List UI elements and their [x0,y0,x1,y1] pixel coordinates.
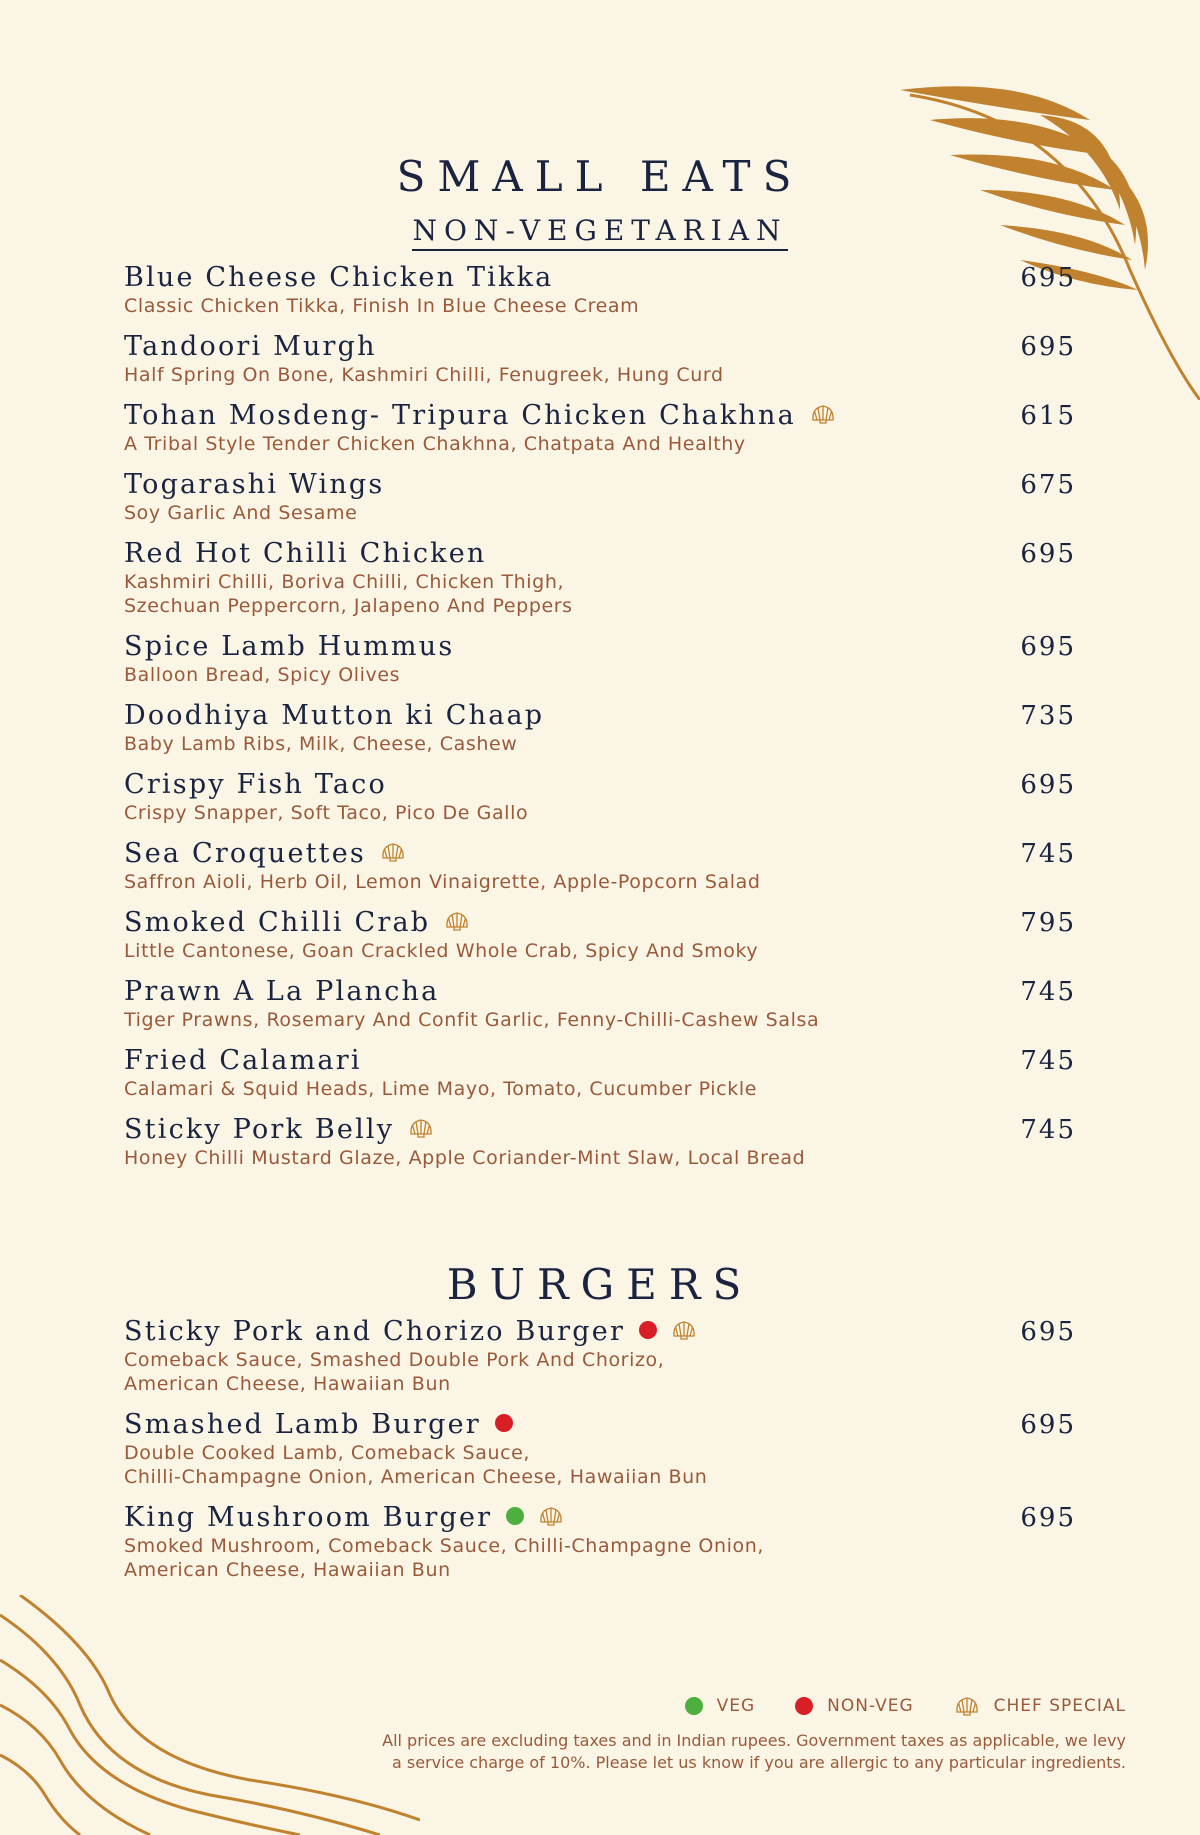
shell-icon [408,1116,434,1140]
menu-item-name-text: Smoked Chilli Crab [124,907,431,938]
menu-item-description: Half Spring On Bone, Kashmiri Chilli, Fenugreek, Hung Curd [124,364,724,386]
menu-item-name-text: Red Hot Chilli Chicken [124,538,487,569]
menu-item-name [124,1114,1076,1146]
menu-item-name-text: Prawn A La Plancha [124,976,440,1007]
menu-item-price: 695 [1020,332,1076,362]
menu-item [124,469,1076,525]
menu-item-description: Calamari & Squid Heads, Lime Mayo, Tomato, Cucumber Pickle [124,1078,758,1100]
legend-veg-label: VEG [716,1696,756,1716]
menu-item-description: Balloon Bread, Spicy Olives [124,664,401,686]
menu-item-name [124,631,1076,663]
menu-item-name [124,1045,1076,1077]
menu-item-price: 695 [1020,770,1076,800]
non-veg-dot-icon [795,1697,813,1715]
menu-item-price: 615 [1020,401,1076,431]
menu-item-name [124,700,1076,732]
menu-item [124,1114,1076,1170]
wave-lines-decoration [0,1595,420,1835]
menu-item-name [124,907,1076,939]
menu-item-name-text: Tohan Mosdeng- Tripura Chicken Chakhna [124,400,796,431]
menu-item-price: 695 [1020,1503,1076,1533]
menu-item-price: 745 [1020,839,1076,869]
menu-item [124,331,1076,387]
menu-item-description: Crispy Snapper, Soft Taco, Pico De Gallo [124,802,529,824]
menu-item-name [124,1409,1076,1441]
non-veg-dot-icon [639,1321,657,1339]
menu-item [124,631,1076,687]
menu-item [124,700,1076,756]
shell-icon [380,840,406,864]
menu-item [124,907,1076,963]
menu-item [124,769,1076,825]
menu-item-description: Saffron Aioli, Herb Oil, Lemon Vinaigrette, Apple-Popcorn Salad [124,871,761,893]
veg-dot-icon [685,1697,703,1715]
menu-item-description: Smoked Mushroom, Comeback Sauce, Chilli-Champagne Onion, American Cheese, Hawaiian Bun [124,1535,765,1581]
menu-item-description: Baby Lamb Ribs, Milk, Cheese, Cashew [124,733,518,755]
menu-item [124,1045,1076,1101]
menu-item [124,400,1076,456]
legend-chef-special-label: CHEF SPECIAL [993,1696,1126,1716]
menu-item-description: Double Cooked Lamb, Comeback Sauce, Chilli-Champagne Onion, American Cheese, Hawaiian Bun [124,1442,708,1488]
menu-item-price: 695 [1020,1410,1076,1440]
menu-item-name-text: Blue Cheese Chicken Tikka [124,262,554,293]
menu-item-name-text: Sticky Pork Belly [124,1114,395,1145]
legend-non-veg [795,1696,914,1716]
legend-non-veg-label: NON-VEG [827,1696,914,1716]
legend [655,1694,1126,1718]
menu-item-price: 695 [1020,632,1076,662]
menu-item-price: 745 [1020,1115,1076,1145]
menu-item-name-text: Togarashi Wings [124,469,385,500]
legend-chef-special [954,1694,1126,1718]
menu-item [124,976,1076,1032]
menu-item-description: Little Cantonese, Goan Crackled Whole Crab, Spicy And Smoky [124,940,759,962]
menu-item [124,838,1076,894]
shell-icon [444,909,470,933]
shell-icon [954,1694,980,1718]
menu-item-price: 675 [1020,470,1076,500]
section-title-burgers: BURGERS [446,1260,754,1309]
footer-line-2: a service charge of 10%. Please let us know if you are allergic to any particular ingredients. [391,1753,1126,1772]
menu-item-name [124,400,1076,432]
menu-item-price: 745 [1020,977,1076,1007]
subtitle-text: NON-VEGETARIAN [412,214,787,251]
shell-icon [538,1504,564,1528]
menu-item-name [124,331,1076,363]
shell-icon [810,402,836,426]
menu-item-description: Tiger Prawns, Rosemary And Confit Garlic, Fenny-Chilli-Cashew Salsa [124,1009,820,1031]
menu-item-description: Honey Chilli Mustard Glaze, Apple Coriander-Mint Slaw, Local Bread [124,1147,806,1169]
menu-item-description: Comeback Sauce, Smashed Double Pork And Chorizo, American Cheese, Hawaiian Bun [124,1349,665,1395]
menu-item-name-text: King Mushroom Burger [124,1502,493,1533]
shell-icon [671,1318,697,1342]
section-subtitle-non-vegetarian [0,214,1200,247]
menu-item-name [124,769,1076,801]
menu-item-name-text: Sticky Pork and Chorizo Burger [124,1316,626,1347]
non-veg-dot-icon [495,1414,513,1432]
menu-item-description: Classic Chicken Tikka, Finish In Blue Cheese Cream [124,295,640,317]
menu-item-price: 735 [1020,701,1076,731]
menu-item [124,538,1076,618]
menu-item-price: 795 [1020,908,1076,938]
menu-item-name-text: Spice Lamb Hummus [124,631,455,662]
menu-item-name-text: Tandoori Murgh [124,331,377,362]
menu-item-name [124,538,1076,570]
menu-item [124,1502,1076,1582]
menu-item-description: A Tribal Style Tender Chicken Chakhna, Chatpata And Healthy [124,433,746,455]
menu-item-name [124,1502,1076,1534]
menu-item-price: 695 [1020,263,1076,293]
menu-item-description: Soy Garlic And Sesame [124,502,358,524]
legend-veg [685,1696,756,1716]
menu-item [124,262,1076,318]
veg-dot-icon [506,1507,524,1525]
menu-item-price: 695 [1020,539,1076,569]
menu-item-price: 695 [1020,1317,1076,1347]
menu-item-name-text: Fried Calamari [124,1045,362,1076]
burgers-list [124,1316,1076,1595]
menu-item-name-text: Sea Croquettes [124,838,366,869]
menu-item-price: 745 [1020,1046,1076,1076]
menu-item-name [124,838,1076,870]
footer-note [266,1730,1126,1774]
section-title-small-eats: SMALL EATS [396,152,804,201]
menu-item [124,1409,1076,1489]
menu-item-name [124,976,1076,1008]
menu-item-name [124,1316,1076,1348]
menu-item-name-text: Crispy Fish Taco [124,769,387,800]
menu-item-name [124,262,1076,294]
menu-item-name [124,469,1076,501]
small-eats-list [124,262,1076,1183]
menu-item-name-text: Smashed Lamb Burger [124,1409,481,1440]
menu-item-description: Kashmiri Chilli, Boriva Chilli, Chicken Thigh, Szechuan Peppercorn, Jalapeno And Peppers [124,571,573,617]
menu-item [124,1316,1076,1396]
footer-line-1: All prices are excluding taxes and in Indian rupees. Government taxes as applicable, we levy [382,1731,1126,1750]
menu-item-name-text: Doodhiya Mutton ki Chaap [124,700,545,731]
